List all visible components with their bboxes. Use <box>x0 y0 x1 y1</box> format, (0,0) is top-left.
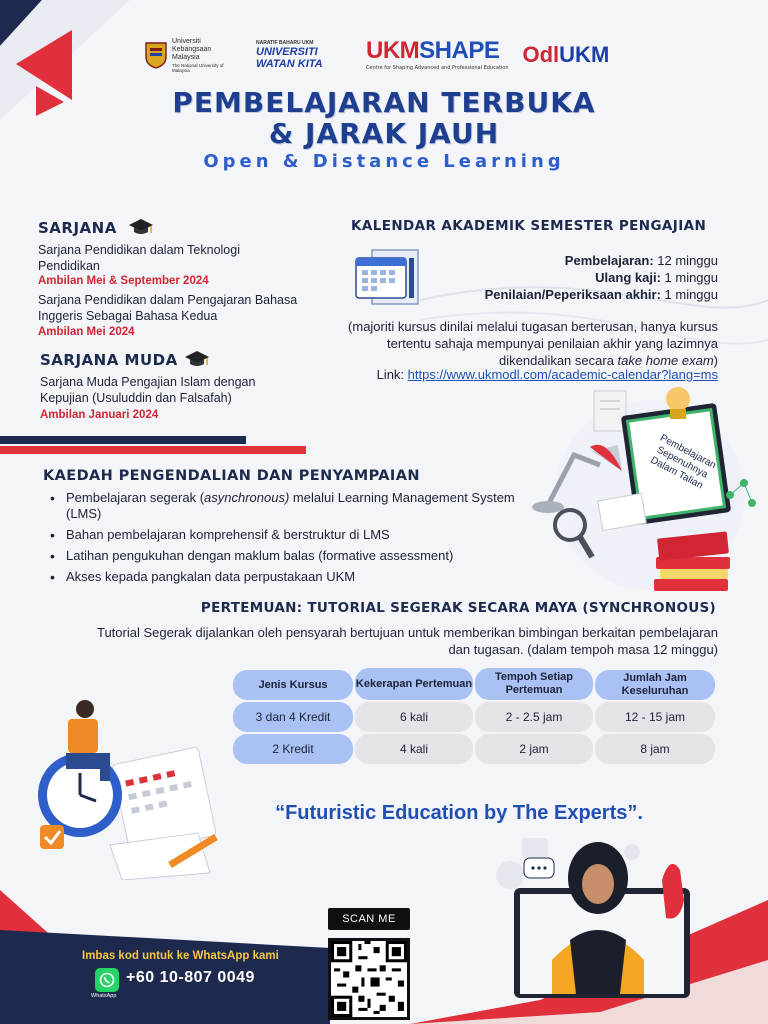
page-title-line2: & JARAK JAUH <box>268 117 500 150</box>
wk-logo-main: UNIVERSITI WATAN KITA <box>256 45 323 70</box>
table-cell: 2 jam <box>475 734 593 764</box>
table-cell: 8 jam <box>595 734 715 764</box>
graduation-cap-icon <box>128 217 154 237</box>
whatsapp-number[interactable]: +60 10-807 0049 <box>126 969 255 986</box>
program-intake: Ambilan Mei 2024 <box>38 326 135 338</box>
methods-list <box>48 490 538 590</box>
table-cell: 2 - 2.5 jam <box>475 702 593 732</box>
calendar-heading: KALENDAR AKADEMIK SEMESTER PENGAJIAN <box>351 218 707 234</box>
calendar-row-learning: Pembelajaran: 12 minggu <box>564 253 718 268</box>
logo-row <box>145 33 635 77</box>
program-intake: Ambilan Mei & September 2024 <box>38 275 209 287</box>
graduation-cap-icon <box>184 349 210 369</box>
page-title-line1: PEMBELAJARAN TERBUKA <box>172 86 596 119</box>
calendar-link-line: Link: https://www.ukmodl.com/academic-calendar?lang=ms <box>376 367 718 382</box>
online-learning-illustration <box>530 385 768 600</box>
odl-logo-a: Odl <box>522 42 560 67</box>
calendar-note: (majoriti kursus dinilai melalui tugasan berterusan, hanya kursus tertentu sahaja mempunyai penilaian akhir yang lazimnya dikendalikan secara take home exam) <box>348 319 718 368</box>
table-cell: 3 dan 4 Kredit <box>233 702 353 732</box>
table-header: Jumlah Jam Keseluruhan <box>595 670 715 700</box>
table-cell: 12 - 15 jam <box>595 702 715 732</box>
sarjana-heading: SARJANA <box>38 219 117 237</box>
list-item: • Bahan pembelajaran komprehensif & berstruktur di LMS <box>48 527 538 543</box>
program-name: Sarjana Muda Pengajian Islam dengan Kepujian (Usuluddin dan Falsafah) <box>40 375 256 405</box>
academic-calendar-link[interactable]: https://www.ukmodl.com/academic-calendar?lang=ms <box>407 367 718 382</box>
program-name: Sarjana Pendidikan dalam Pengajaran Bahasa Inggeris Sebagai Bahasa Kedua <box>38 293 298 323</box>
table-cell: 6 kali <box>355 702 473 732</box>
scan-me-label: SCAN ME <box>328 908 410 930</box>
shape-logo-sub: Centre for Shaping Advanced and Professional Education <box>366 65 509 71</box>
phone-icon <box>99 972 115 988</box>
watan-kita-logo <box>256 35 352 75</box>
list-item: • Latihan pengukuhan dengan maklum balas (formative assessment) <box>48 548 538 564</box>
program-intake: Ambilan Januari 2024 <box>40 409 159 421</box>
table-cell: 2 Kredit <box>233 734 353 764</box>
calendar-document-icon <box>354 244 426 306</box>
tagline-quote: “Futuristic Education by The Experts”. <box>275 802 643 824</box>
wk-logo-top: NARATIF BAHARU UKM <box>256 39 314 46</box>
odl-ukm-logo <box>523 35 610 75</box>
list-item: • Pembelajaran segerak (asynchronous) melalui Learning Management System (LMS) <box>48 490 538 522</box>
list-item: • Akses kepada pangkalan data perpustakaan UKM <box>48 569 538 585</box>
odl-logo-b: UKM <box>559 42 610 67</box>
whatsapp-icon-caption: WhatsApp <box>91 993 117 999</box>
methods-heading: KAEDAH PENGENDALIAN DAN PENYAMPAIAN <box>43 468 420 484</box>
calendar-row-revision: Ulang kaji: 1 minggu <box>595 270 718 285</box>
qr-code[interactable] <box>328 938 410 1020</box>
shape-logo-b: SHAPE <box>419 37 500 64</box>
schedule-illustration <box>30 695 220 880</box>
whatsapp-icon[interactable] <box>95 968 119 992</box>
whatsapp-label: Imbas kod untuk ke WhatsApp kami <box>82 950 279 962</box>
illustration-badge: Pembelajaran Sepenuhnya Dalam Talian <box>648 432 718 492</box>
ukm-logo <box>145 35 242 75</box>
page-subtitle: Open & Distance Learning <box>203 151 565 172</box>
ukm-crest-icon <box>145 41 167 69</box>
qr-code-pattern <box>331 941 407 1017</box>
ukm-shape-logo <box>366 35 509 75</box>
tutor-illustration <box>470 830 730 1002</box>
program-name: Sarjana Pendidikan dalam Teknologi Pendidikan <box>38 243 240 273</box>
table-header: Jenis Kursus <box>233 670 353 700</box>
sarjana-muda-heading: SARJANA MUDA <box>40 351 178 369</box>
ukm-logo-name: Universiti Kebangsaan Malaysia <box>172 37 212 61</box>
tutorial-description: Tutorial Segerak dijalankan oleh pensyarah bertujuan untuk memberikan bimbingan berkaitan pembelajaran dan tugasan. (dalam tempoh masa 12 minggu) <box>96 625 718 657</box>
table-header: Kekerapan Pertemuan <box>355 668 473 700</box>
shape-logo-a: UKM <box>366 37 420 64</box>
table-header: Tempoh Setiap Pertemuan <box>475 668 593 700</box>
calendar-row-exam: Penilaian/Peperiksaan akhir: 1 minggu <box>484 287 718 302</box>
tutorial-heading: PERTEMUAN: TUTORIAL SEGERAK SECARA MAYA (SYNCHRONOUS) <box>200 600 716 616</box>
table-cell: 4 kali <box>355 734 473 764</box>
ukm-logo-sub: The National University of Malaysia <box>172 62 224 73</box>
